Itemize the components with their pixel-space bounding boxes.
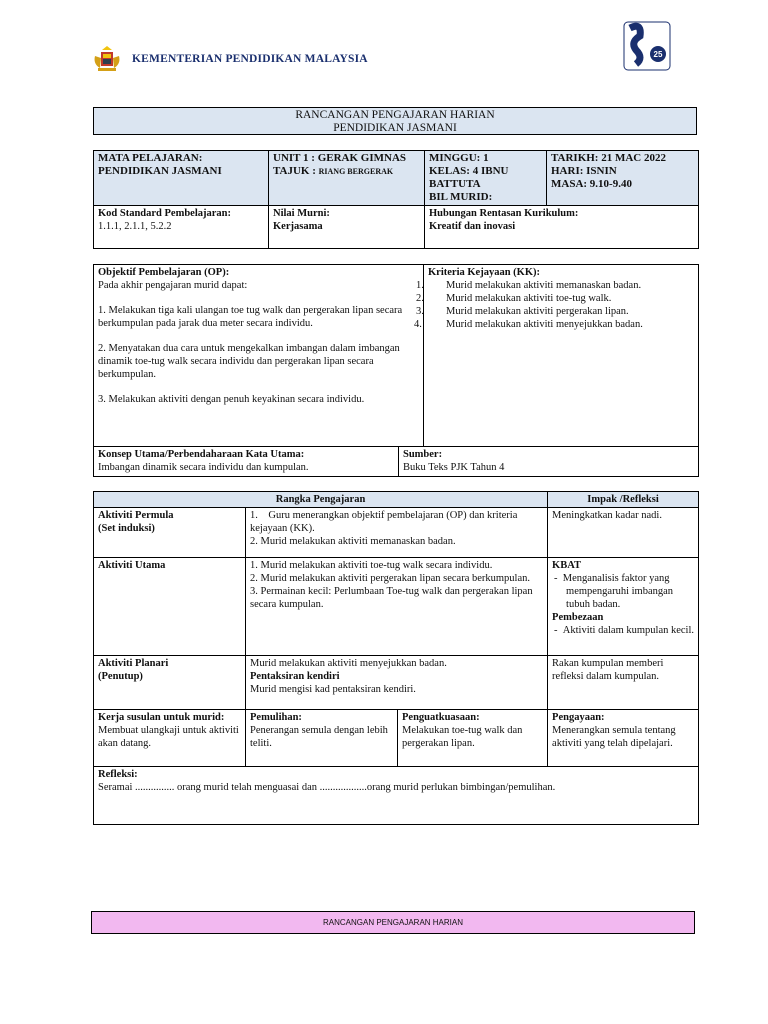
assessment-label: Pentaksiran kendiri xyxy=(250,671,340,682)
week-value: MINGGU: 1 xyxy=(429,152,489,164)
students-value: BIL MURID: xyxy=(429,191,493,203)
concept-label: Konsep Utama/Perbendaharaan Kata Utama: xyxy=(98,449,305,460)
followup-cell xyxy=(94,710,246,767)
enrichment-text: Menerangkan semula tentang aktiviti yang telah dipelajari. xyxy=(552,725,676,749)
objective-item: 1. Melakukan tiga kali ulangan toe tug walk dan pergerakan lipan secara berkumpulan pada jarak dua meter secara individu. xyxy=(98,305,403,329)
objectives-cell xyxy=(94,265,424,447)
reflection-text: Seramai ............... orang murid telah menguasai dan ..................orang murid perlukan bimbingan/pemulihan. xyxy=(98,782,556,793)
activity-step: 2. Murid melakukan aktiviti pergerakan lipan secara berkumpulan. xyxy=(250,573,531,584)
ministry-name: KEMENTERIAN PENDIDIKAN MALAYSIA xyxy=(132,53,368,65)
criteria-item: 2. Murid melakukan aktiviti toe-tug walk. xyxy=(416,293,612,304)
source-label: Sumber: xyxy=(403,449,443,460)
values-cell xyxy=(269,206,425,249)
activity-step: 1. Murid melakukan aktiviti toe-tug walk secara individu. xyxy=(250,560,493,571)
structure-header: Rangka Pengajaran xyxy=(94,492,548,508)
followup-text: Membuat ulangkaji untuk aktiviti akan datang. xyxy=(98,725,239,749)
standard-cell xyxy=(94,206,269,249)
criteria-item: 4. Murid melakukan aktiviti menyejukkan badan. xyxy=(414,319,643,330)
main-activity-label: Aktiviti Utama xyxy=(94,558,246,656)
standard-value: 1.1.1, 2.1.1, 5.2.2 xyxy=(98,221,172,232)
title-line-1: RANCANGAN PENGAJARAN HARIAN xyxy=(295,109,495,121)
source-cell xyxy=(399,447,699,477)
crosscurr-value: Kreatif dan inovasi xyxy=(429,221,516,232)
date-cell xyxy=(547,151,699,206)
footer-banner: RANCANGAN PENGAJARAN HARIAN xyxy=(91,911,695,934)
criteria-label: Kriteria Kejayaan (KK): xyxy=(428,267,540,278)
remedial-text: Penerangan semula dengan lebih teliti. xyxy=(250,725,388,749)
criteria-item: 3. Murid melakukan aktiviti pergerakan lipan. xyxy=(416,306,629,317)
reflection-cell xyxy=(94,767,699,825)
start-activity-impact: Meningkatkan kadar nadi. xyxy=(548,508,699,558)
criteria-list xyxy=(414,279,694,331)
remedial-label: Pemulihan: xyxy=(250,712,302,723)
start-activity-steps xyxy=(246,508,548,558)
assessment-text: Murid mengisi kad pentaksiran kendiri. xyxy=(250,684,416,695)
topic-value: RIANG BERGERAK xyxy=(318,167,394,176)
enrichment-label: Pengayaan: xyxy=(552,712,605,723)
criteria-item: 1. Murid melakukan aktiviti memanaskan badan. xyxy=(416,280,642,291)
activity-step: 3. Permainan kecil: Perlumbaan Toe-tug walk dan pergerakan lipan secara kumpulan. xyxy=(250,586,533,610)
title-line-2: PENDIDIKAN JASMANI xyxy=(333,122,457,134)
date-value: TARIKH: 21 MAC 2022 xyxy=(551,152,666,164)
criteria-cell xyxy=(414,265,699,447)
anniversary-number: 25 xyxy=(653,50,663,59)
activity-step: 2. Murid melakukan aktiviti memanaskan badan. xyxy=(250,536,456,547)
main-activity-impact xyxy=(548,558,699,656)
unit-value: UNIT 1 : GERAK GIMNAS xyxy=(273,152,407,164)
enrichment-cell xyxy=(548,710,699,767)
class-cell xyxy=(425,151,547,206)
closing-activity-impact: Rakan kumpulan memberi refleksi dalam kumpulan. xyxy=(548,656,699,710)
source-value: Buku Teks PJK Tahun 4 xyxy=(403,462,505,473)
start-activity-sub: (Set induksi) xyxy=(98,523,155,534)
closing-activity-sub: (Penutup) xyxy=(98,671,143,682)
impact-header: Impak /Refleksi xyxy=(548,492,699,508)
differentiation-item: - Aktiviti dalam kumpulan kecil. xyxy=(554,625,695,636)
objectives-label: Objektif Pembelajaran (OP): xyxy=(98,267,230,278)
reinforcement-text: Melakukan toe-tug walk dan pergerakan lipan. xyxy=(402,725,523,749)
main-activity-steps xyxy=(246,558,548,656)
crosscurr-label: Hubungan Rentasan Kurikulum: xyxy=(429,208,579,219)
page-title xyxy=(93,107,697,135)
objective-item: 2. Menyatakan dua cara untuk mengekalkan imbangan dalam imbangan dinamik toe-tug walk secara individu dan pergerakan lipan secara berkumpulan. xyxy=(98,343,400,380)
concept-value: Imbangan dinamik secara individu dan kumpulan. xyxy=(98,462,309,473)
unit-cell xyxy=(269,151,425,206)
subject-label: MATA PELAJARAN: xyxy=(98,152,203,164)
topic-label: TAJUK : xyxy=(273,165,319,177)
closing-activity-steps xyxy=(246,656,548,710)
start-activity-label-cell xyxy=(94,508,246,558)
values-label: Nilai Murni: xyxy=(273,208,330,219)
lesson-info-table xyxy=(93,150,699,249)
reinforcement-cell xyxy=(398,710,548,767)
closing-activity-label: Aktiviti Planari xyxy=(98,658,169,669)
subject-cell xyxy=(94,151,269,206)
followup-label: Kerja susulan untuk murid: xyxy=(98,712,225,723)
values-value: Kerjasama xyxy=(273,221,323,232)
kbat-item: - Menganalisis faktor yang mempengaruhi imbangan tubuh badan. xyxy=(554,573,674,610)
crosscurr-cell xyxy=(425,206,699,249)
differentiation-label: Pembezaan xyxy=(552,612,604,623)
closing-text: Murid melakukan aktiviti menyejukkan badan. xyxy=(250,658,447,669)
subject-value: PENDIDIKAN JASMANI xyxy=(98,165,222,177)
objective-item: 3. Melakukan aktiviti dengan penuh keyakinan secara individu. xyxy=(98,394,365,405)
lesson-plan-table xyxy=(93,491,699,825)
objectives-table xyxy=(93,264,699,477)
start-activity-label: Aktiviti Permula xyxy=(98,510,174,521)
concept-cell xyxy=(94,447,399,477)
remedial-cell xyxy=(246,710,398,767)
closing-activity-label-cell xyxy=(94,656,246,710)
day-value: HARI: ISNIN xyxy=(551,165,617,177)
anniversary-logo-icon xyxy=(622,20,672,72)
standard-label: Kod Standard Pembelajaran: xyxy=(98,208,232,219)
kbat-label: KBAT xyxy=(552,560,582,571)
reflection-label: Refleksi: xyxy=(98,769,138,780)
reinforcement-label: Penguatkuasaan: xyxy=(402,712,480,723)
time-value: MASA: 9.10-9.40 xyxy=(551,178,632,190)
coat-of-arms-icon xyxy=(92,46,122,74)
objectives-intro: Pada akhir pengajaran murid dapat: xyxy=(98,280,248,291)
activity-step: 1. Guru menerangkan objektif pembelajaran (OP) dan kriteria kejayaan (KK). xyxy=(250,510,520,534)
class-value: KELAS: 4 IBNU BATTUTA xyxy=(429,165,509,190)
